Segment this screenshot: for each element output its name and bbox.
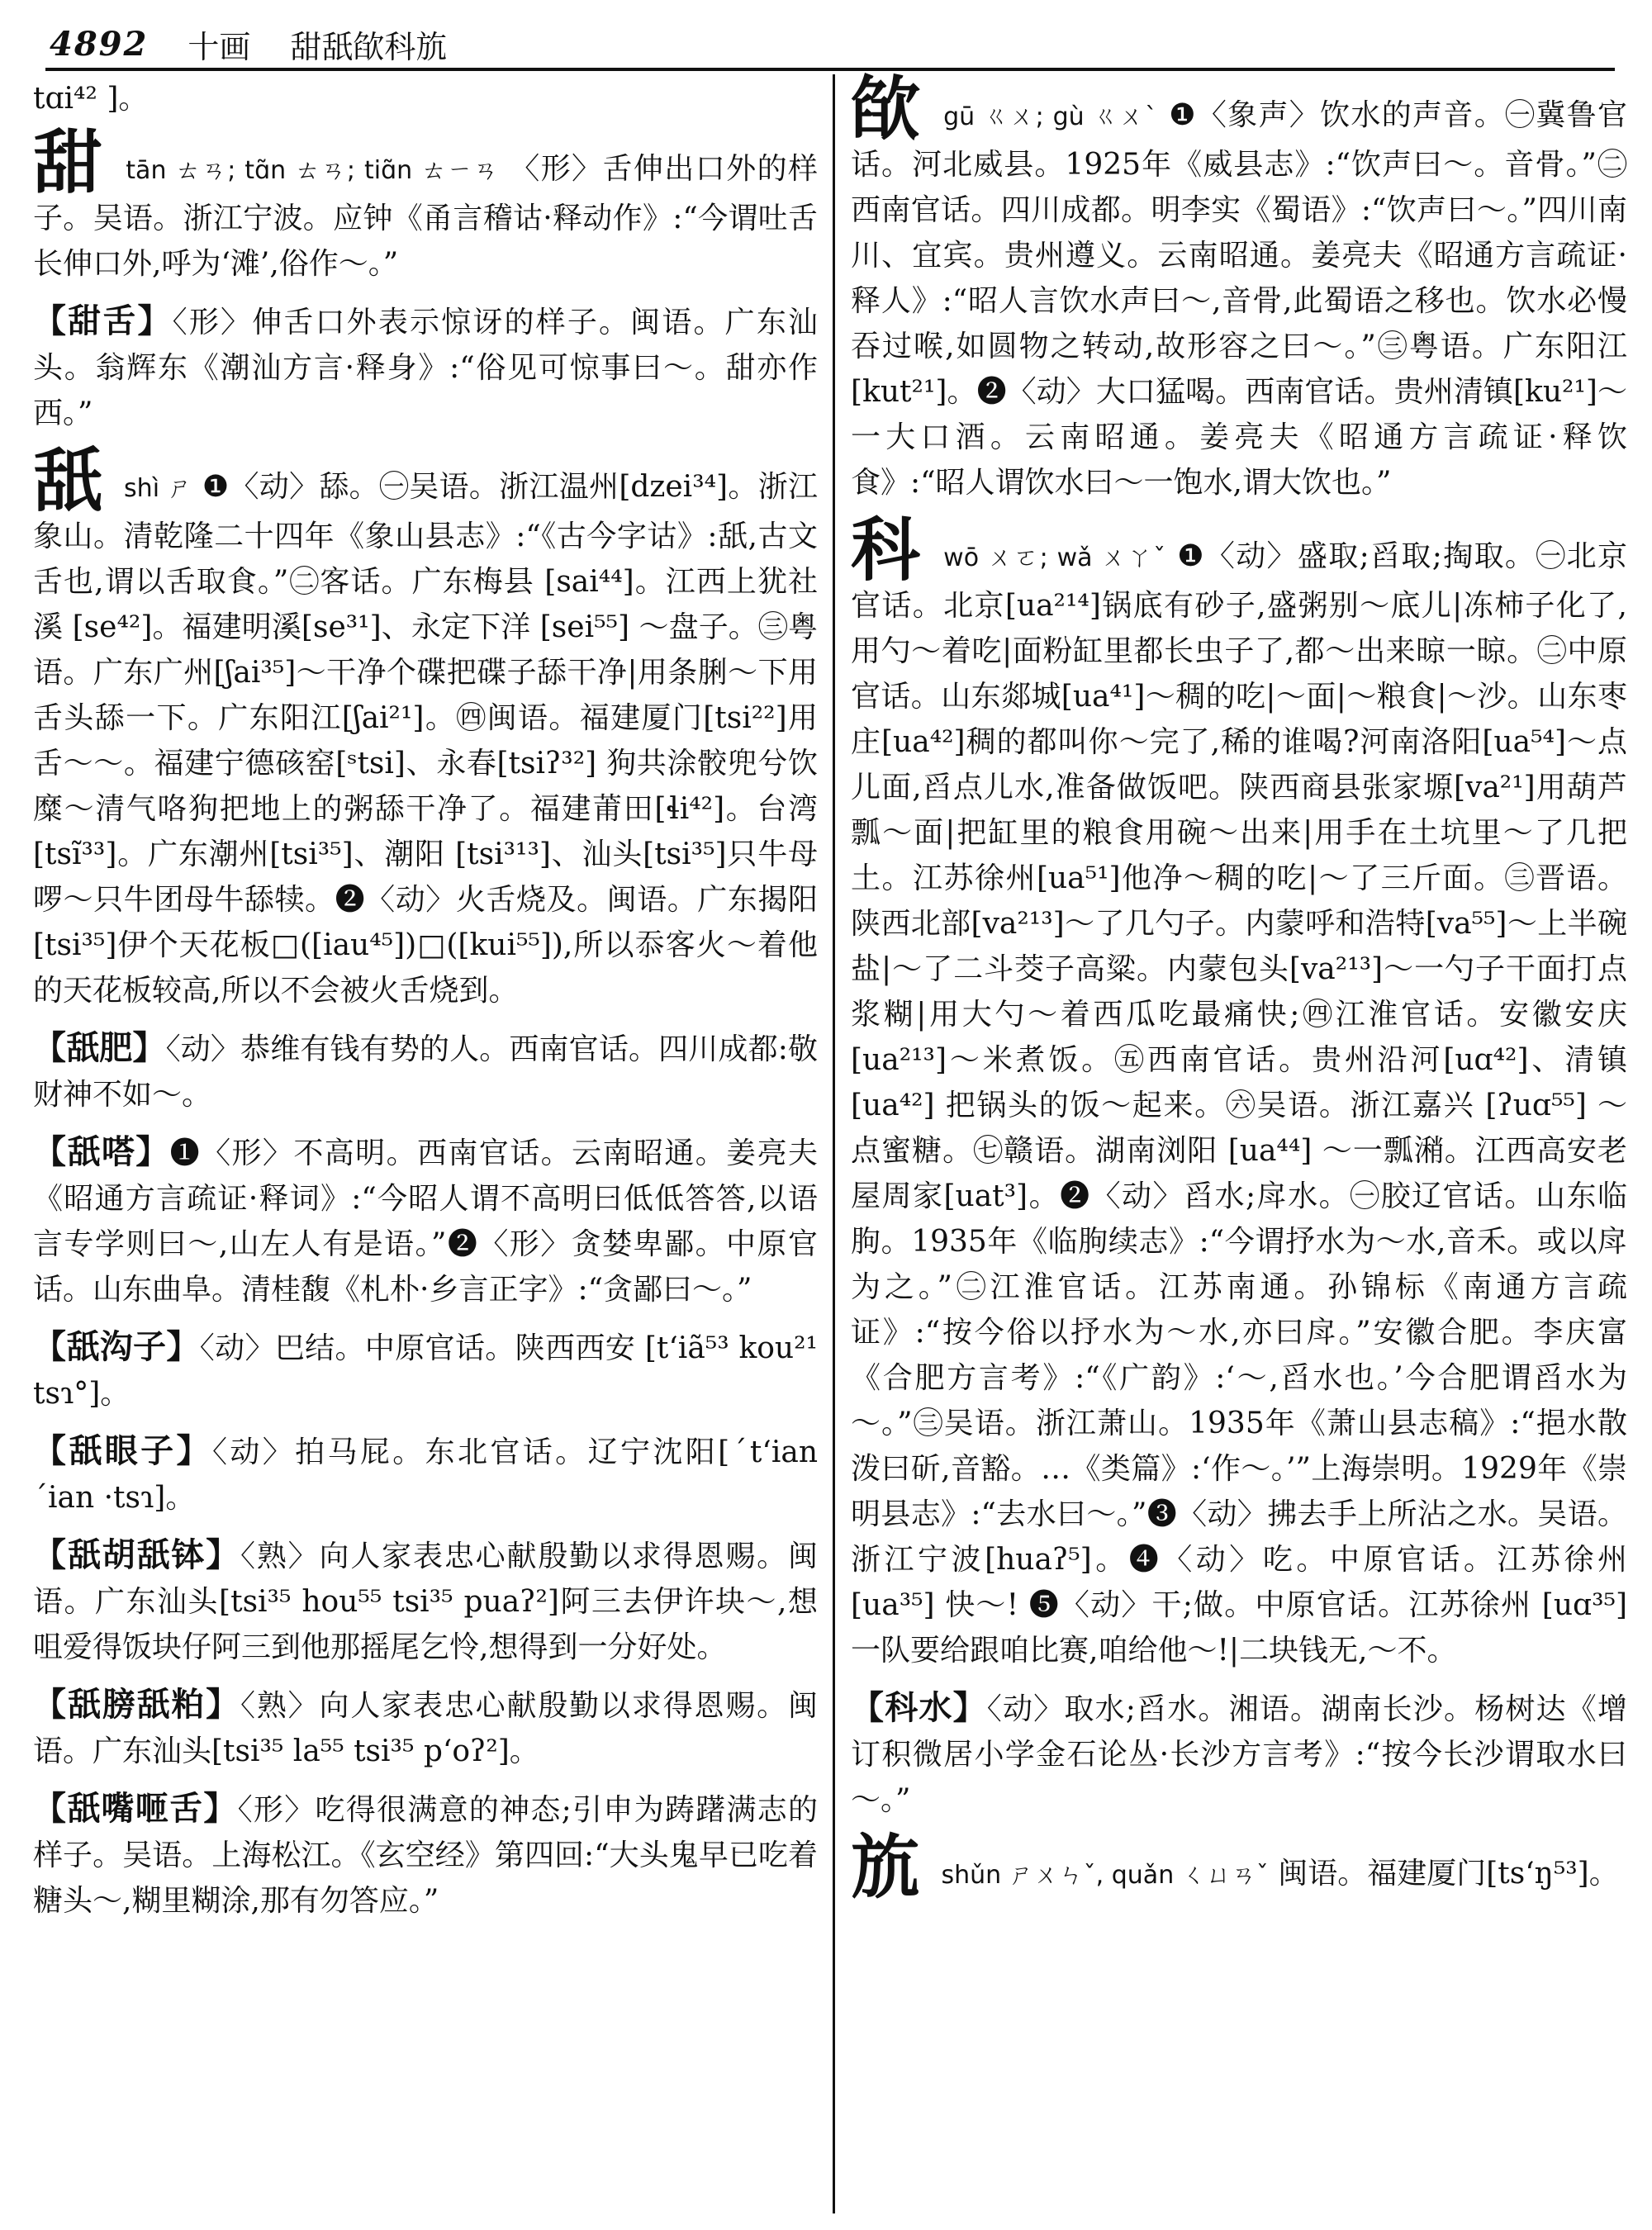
- entry-word: [33, 1324, 818, 1416]
- definition: 〈形〉伸舌口外表示惊讶的样子。闽语。广东汕头。翁辉东《潮汕方言·释身》:“俗见可惊事曰～。甜亦作西。”: [33, 306, 818, 430]
- headword-word: 【舐胡舐钵】: [33, 1535, 240, 1574]
- entry-word: [33, 298, 818, 436]
- entry-word: [33, 1129, 818, 1312]
- entry-word: [33, 1682, 818, 1774]
- continuation-text: tɑi⁴² ]。: [33, 82, 149, 116]
- definition: 〈动〉巴结。中原官话。陕西西安 [tʻiã⁵³ kou²¹ tsɿ°]。: [33, 1331, 818, 1411]
- entry-char: [851, 68, 1627, 505]
- headword-word: 【科水】: [851, 1688, 987, 1727]
- entry-char: [851, 1826, 1627, 1908]
- entry-char: [851, 509, 1627, 1673]
- entry-word: [33, 1025, 818, 1117]
- definition: 〈动〉恭维有钱有势的人。西南官话。四川成都:敬财神不如～。: [33, 1032, 818, 1112]
- entry-word: [33, 1786, 818, 1924]
- entry-char: [33, 439, 818, 1013]
- page-header: [50, 15, 1611, 73]
- section-label: 十画: [188, 28, 251, 65]
- header-rule: [45, 68, 1615, 71]
- headword-char: 甜: [33, 121, 104, 203]
- entry-word: [851, 1685, 1627, 1823]
- definition: ❶〈动〉盛取;舀取;掏取。㊀北京官话。北京[ua²¹⁴]锅底有砂子,盛粥别～底儿|冻柿子化了,用勺～着吃|面粉缸里都长虫子了,都～出来晾一晾。㊁中原官话。山东郯城[ua⁴¹]～稠的吃|～面|～粮食|～沙。山东枣庄[ua⁴²]稠的都叫你～完了,稀的谁喝?河南洛阳[ua⁵⁴]～点儿面,舀点儿水,准备做饭吧。陕西商县张家塬[va²¹]用葫芦瓢～面|把缸里的粮食用碗～出来|用手在土坑里～了几把土。江苏徐州[ua⁵¹]他净～稠的吃|～了三斤面。㊂晋语。陕西北部[va²¹³]～了几勺子。内蒙呼和浩特[va⁵⁵]～上半碗盐|～了二斗茭子高粱。内蒙包头[va²¹³]～一勺子干面打点浆糊|用大勺～着西瓜吃最痛快;㊃江淮官话。安徽安庆[ua²¹³]～米煮饭。㊄西南官话。贵州沿河[uɑ⁴²]、清镇 [ua⁴²] 把锅头的饭～起来。㊅吴语。浙江嘉兴 [ʔuɑ⁵⁵] ～点蜜糖。㊆赣语。湖南浏阳 [ua⁴⁴] ～一瓢潲。江西高安老屋周家[uat³]。❷〈动〉舀水;戽水。㊀胶辽官话。山东临朐。1935年《临朐续志》:“今谓抒水为～水,音禾。或以戽为之。”㊁江淮官话。江苏南通。孙锦标《南通方言疏证》:“按今俗以抒水为～水,亦曰戽。”安徽合肥。李庆富《合肥方言考》:“《广韵》:‘～,舀水也。’今合肥谓舀水为～。”㊂吴语。浙江萧山。1935年《萧山县志稿》:“挹水散泼曰斫,音豁。…《类篇》:‘作～。’”上海崇明。1929年《崇明县志》:“去水曰～。”❸〈动〉拂去手上所沾之水。吴语。浙江宁波[huaʔ⁵]。❹〈动〉吃。中原官话。江苏徐州 [ua³⁵] 快～! ❺〈动〉干;做。中原官话。江苏徐州 [uɑ³⁵] 一队要给跟咱比赛,咱给他～!|二块钱无,～不。: [851, 539, 1627, 1668]
- definition: 〈形〉舌伸出口外的样子。吴语。浙江宁波。应钟《甬言稽诂·释动作》:“今谓吐舌长伸口外,呼为‘滩’,俗作～。”: [33, 152, 818, 281]
- definition: 〈形〉吃得很满意的神态;引申为踌躇满志的样子。吴语。上海松江。《玄空经》第四回:“大头鬼早已吃着糖头～,糊里糊涂,那有勿答应。”: [33, 1793, 818, 1918]
- page-number: 4892: [50, 24, 149, 64]
- headword-word: 【舐膀舐粕】: [33, 1685, 240, 1724]
- definition: 〈动〉取水;舀水。湘语。湖南长沙。杨树达《增订积微居小学金石论丛·长沙方言考》:“按今长沙谓取水曰～。”: [851, 1692, 1627, 1817]
- pronunciation: shì ㄕ: [124, 474, 193, 503]
- header-chars: 甜舐欿科斻: [290, 28, 448, 65]
- definition: 〈熟〉向人家表忠心献殷勤以求得恩赐。闽语。广东汕头[tsi³⁵ hou⁵⁵ tsi³⁵ puaʔ²]阿三去伊许块～,想咀爱得饭块仔阿三到他那摇尾乞怜,想得到一分好处。: [33, 1540, 818, 1664]
- headword-char: 舐: [33, 439, 103, 521]
- definition: 〈动〉拍马屁。东北官话。辽宁沈阳[ˊtʻian ˊian ·tsɿ]。: [33, 1435, 819, 1515]
- headword-word: 【舐眼子】: [33, 1431, 212, 1470]
- headword-char: 欿: [851, 68, 922, 149]
- definition: ❶〈形〉不高明。西南官话。云南昭通。姜亮夫《昭通方言疏证·释词》:“今昭人谓不高明曰低低答答,以语言专学则曰～,山左人有是语。”❷〈形〉贪婪卑鄙。中原官话。山东曲阜。清桂馥《札朴·乡言正字》:“贪鄙曰～。”: [33, 1136, 818, 1307]
- headword-word: 【甜舌】: [33, 301, 173, 340]
- entry-word: [33, 1428, 818, 1521]
- definition: 〈熟〉向人家表忠心献殷勤以求得恩赐。闽语。广东汕头[tsi³⁵ la⁵⁵ tsi³⁵ pʻoʔ²]。: [33, 1689, 818, 1768]
- entry-word: [33, 1532, 818, 1670]
- right-column: [851, 68, 1627, 1912]
- definition: ❶〈动〉舔。㊀吴语。浙江温州[dzei³⁴]。浙江象山。清乾隆二十四年《象山县志》:“《古今字诂》:舐,古文舌也,谓以舌取食。”㊁客话。广东梅县 [sai⁴⁴]。江西上犹社溪 [se⁴²]。福建明溪[se³¹]、永定下洋 [sei⁵⁵] ～盘子。㊂粤语。广东广州[ʃai³⁵]～干净个碟把碟子舔干净|用条脷～下用舌头舔一下。广东阳江[ʃai²¹]。㊃闽语。福建厦门[tsi²²]用舌～～。福建宁德硋窑[ˢtsi]、永春[tsiʔ³²] 狗共涂骹兜兮饮糜～清气咯狗把地上的粥舔干净了。福建莆田[ɬi⁴²]。台湾[tsĩ³³]。广东潮州[tsi³⁵]、潮阳 [tsi³¹³]、汕头[tsi³⁵]只牛母啰～只牛团母牛舔犊。❷〈动〉火舌烧及。闽语。广东揭阳[tsi³⁵]伊个天花板□([iau⁴⁵])□([kui⁵⁵]),所以忝客火～着他的天花板较高,所以不会被火舌烧到。: [33, 470, 818, 1008]
- pronunciation: tān ㄊㄢ; tɑ̃n ㄊㄢ; tiɑ̃n ㄊㄧㄢ: [126, 156, 500, 185]
- left-column: [33, 76, 818, 1935]
- pronunciation: shǔn ㄕㄨㄣˇ, quǎn ㄑㄩㄢˇ: [941, 1861, 1269, 1890]
- pronunciation: wō ㄨㄛ; wǎ ㄨㄚˇ: [943, 543, 1167, 572]
- headword-char: 斻: [851, 1826, 921, 1908]
- headword-word: 【舐嗒】: [33, 1132, 170, 1171]
- definition: 闽语。福建厦门[tsʻŋ⁵³]。: [1278, 1857, 1619, 1891]
- pronunciation: gū ㄍㄨ; gù ㄍㄨˋ: [943, 102, 1159, 131]
- headword-word: 【舐沟子】: [33, 1327, 200, 1366]
- entry-char: [33, 121, 818, 287]
- headword-char: 科: [851, 509, 922, 591]
- column-divider: [833, 74, 835, 2213]
- definition: ❶〈象声〉饮水的声音。㊀冀鲁官话。河北威县。1925年《威县志》:“饮声曰～。音骨。”㊁西南官话。四川成都。明李实《蜀语》:“饮声曰～。”四川南川、宜宾。贵州遵义。云南昭通。姜亮夫《昭通方言疏证·释人》:“昭人言饮水声曰～,音骨,此蜀语之移也。饮水必慢吞过喉,如圆物之转动,故形容之曰～。”㊂粤语。广东阳江[kut²¹]。❷〈动〉大口猛喝。西南官话。贵州清镇[ku²¹]～一大口酒。云南昭通。姜亮夫《昭通方言疏证·释饮食》:“昭人谓饮水曰～一饱水,谓大饮也。”: [851, 98, 1627, 500]
- headword-word: 【舐嘴咂舌】: [33, 1789, 238, 1828]
- headword-word: 【舐肥】: [33, 1028, 166, 1067]
